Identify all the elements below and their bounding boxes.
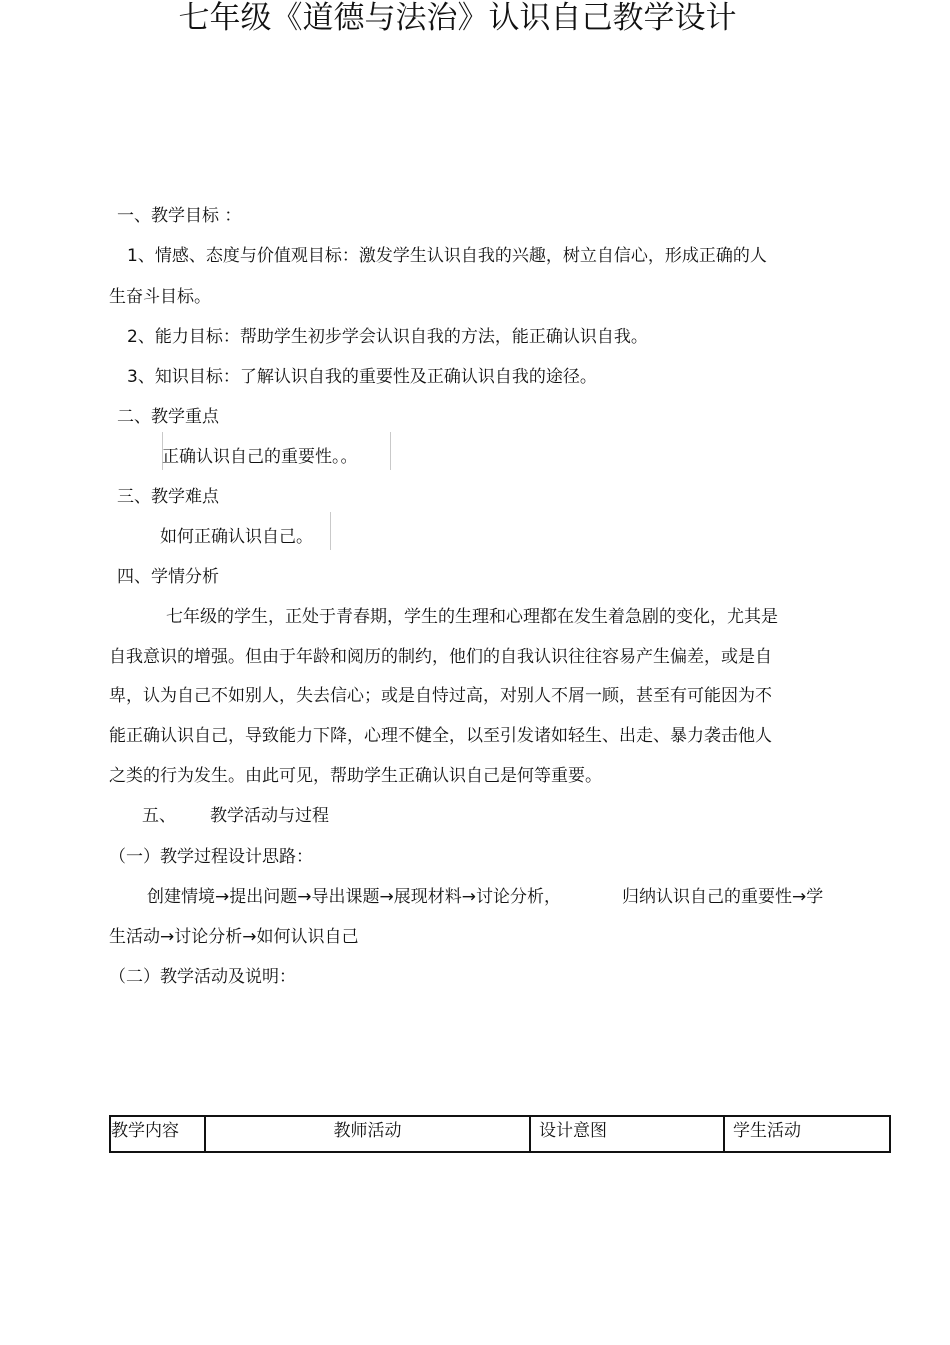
- activity-table: [109, 1115, 891, 1153]
- document-title: 七年级《道德与法治》认识自己教学设计: [178, 0, 737, 36]
- section-2-heading: 二、教学重点: [117, 407, 219, 427]
- objective-1-line-1: 1、情感、态度与价值观目标：激发学生认识自我的兴趣，树立自信心，形成正确的人: [127, 246, 767, 266]
- analysis-line: 自我意识的增强。但由于年龄和阅历的制约，他们的自我认识往往容易产生偏差，或是自: [109, 647, 772, 667]
- analysis-line: 七年级的学生，正处于青春期，学生的生理和心理都在发生着急剧的变化，尤其是: [166, 607, 778, 627]
- flow-line-1b: 归纳认识自己的重要性→学: [622, 887, 824, 907]
- analysis-line: 卑，认为自己不如别人，失去信心；或是自恃过高，对别人不屑一顾，甚至有可能因为不: [109, 686, 772, 706]
- text-cursor-line: [390, 432, 391, 470]
- flow-line-1a: 创建情境→提出问题→导出课题→展现材料→讨论分析，: [147, 887, 561, 907]
- subsection-1-heading: （一）教学过程设计思路：: [109, 847, 313, 867]
- difficulty-text: 如何正确认识自己。: [160, 527, 313, 547]
- section-4-heading: 四、学情分析: [117, 567, 219, 587]
- table-header-cell: 设计意图: [530, 1116, 724, 1152]
- analysis-line: 之类的行为发生。由此可见，帮助学生正确认识自己是何等重要。: [109, 766, 602, 786]
- table-header-cell: 学生活动: [724, 1116, 890, 1152]
- section-1-heading: 一、教学目标 ：: [117, 206, 242, 226]
- section-5-number: 五、: [142, 806, 176, 826]
- text-cursor-line: [330, 512, 331, 550]
- analysis-line: 能正确认识自己，导致能力下降，心理不健全，以至引发诸如轻生、出走、暴力袭击他人: [109, 726, 772, 746]
- flow-line-2: 生活动→讨论分析→如何认识自己: [109, 927, 359, 947]
- table-header-row: [110, 1116, 890, 1152]
- section-3-heading: 三、教学难点: [117, 487, 219, 507]
- key-point-text: 正确认识自己的重要性。。: [162, 447, 358, 467]
- section-5-heading: 教学活动与过程: [210, 806, 329, 826]
- objective-2: 2、能力目标：帮助学生初步学会认识自我的方法，能正确认识自我。: [127, 327, 648, 347]
- objective-3: 3、知识目标：了解认识自我的重要性及正确认识自我的途径。: [127, 367, 597, 387]
- table-header-cell: 教师活动: [205, 1116, 530, 1152]
- table-header-cell: 教学内容: [110, 1116, 205, 1152]
- subsection-2-heading: （二）教学活动及说明：: [109, 967, 296, 987]
- objective-1-line-2: 生奋斗目标。: [109, 287, 211, 307]
